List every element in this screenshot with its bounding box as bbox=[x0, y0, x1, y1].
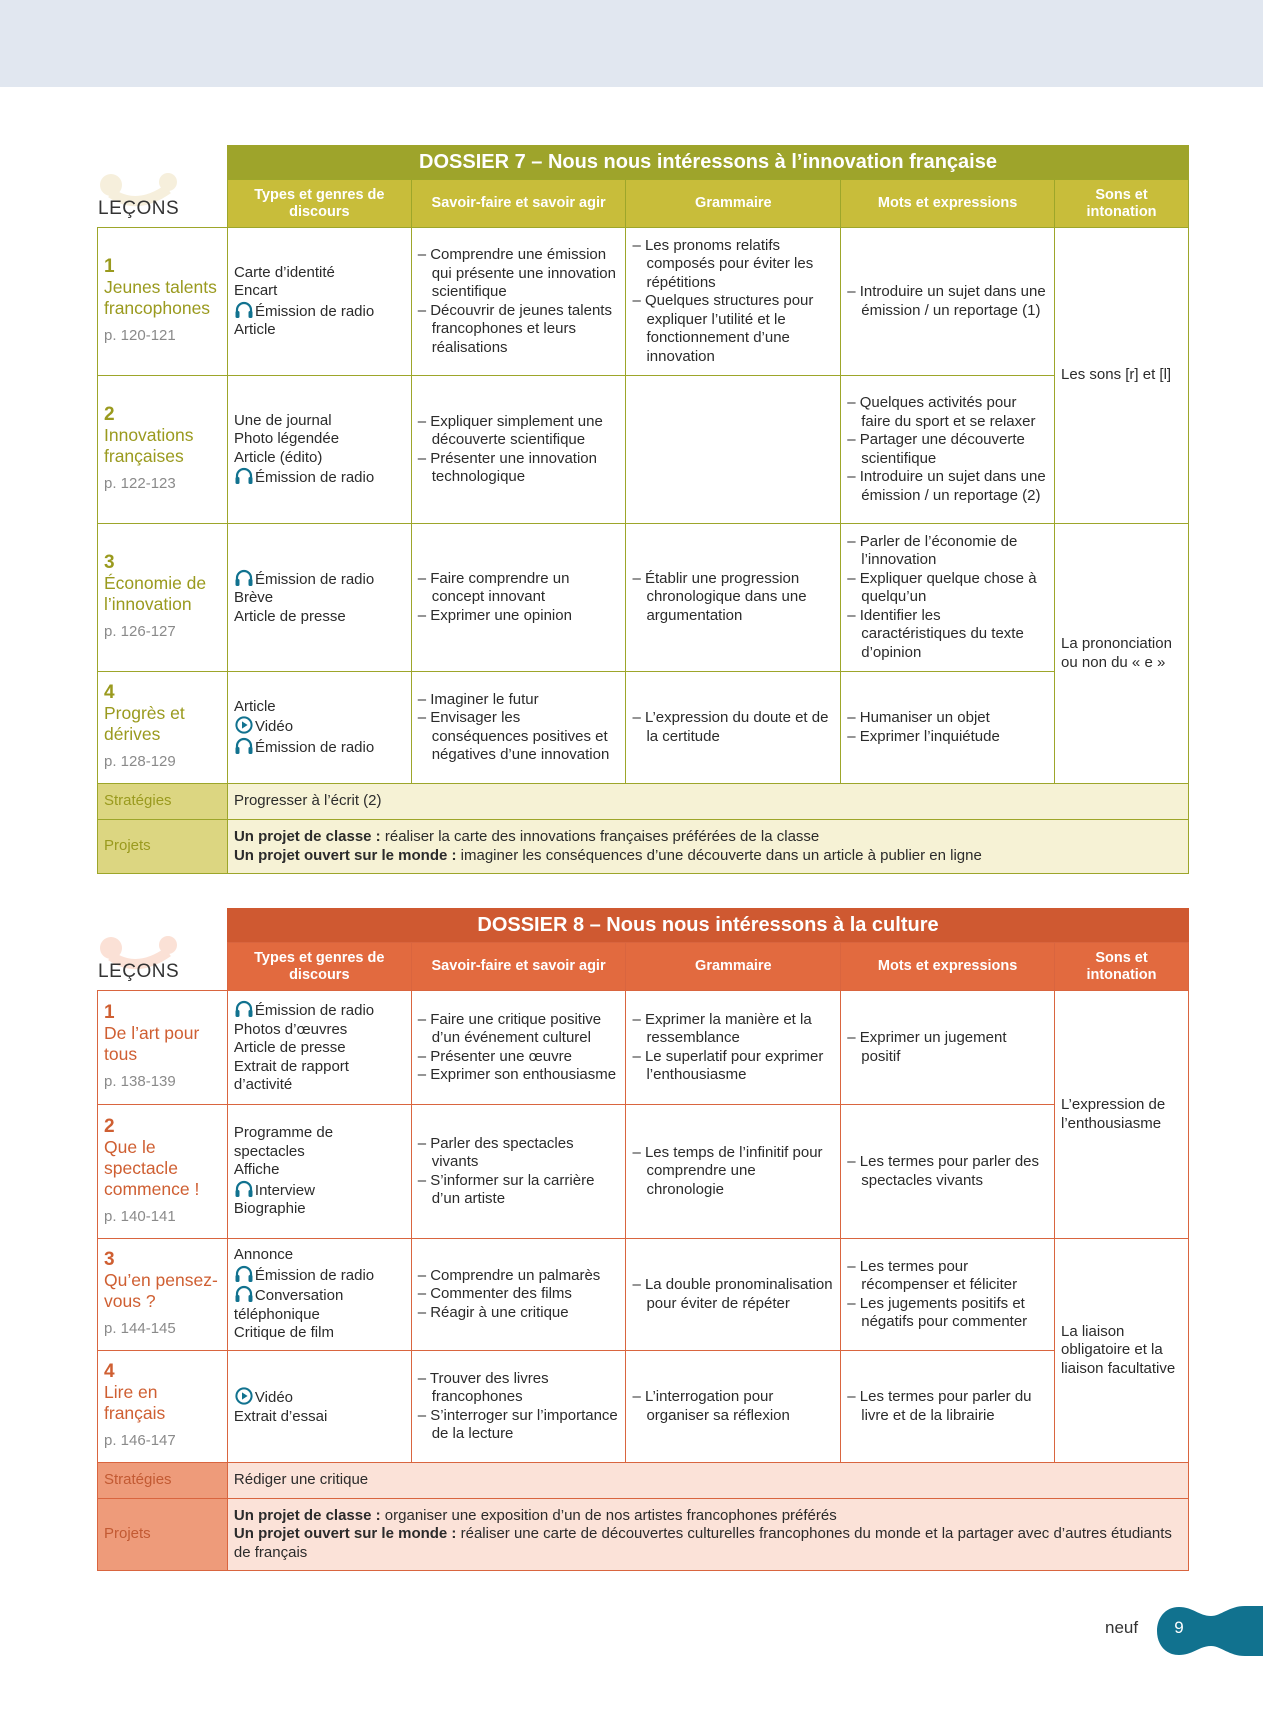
lesson-row bbox=[98, 1351, 1189, 1463]
lecons-label: LEÇONS bbox=[98, 198, 180, 219]
list-item: – L’interrogation pour organiser sa réflexion bbox=[632, 1388, 790, 1424]
strategies-row bbox=[98, 784, 1189, 820]
list-item: – Découvrir de jeunes talents francophones et leurs réalisations bbox=[417, 301, 612, 356]
discourse-type bbox=[234, 1161, 405, 1180]
list-item: – Les termes pour parler du livre et de la librairie bbox=[847, 1388, 1032, 1424]
list-item: – Exprimer son enthousiasme bbox=[417, 1066, 617, 1083]
lesson-pages: p. 120-121 bbox=[104, 327, 176, 345]
list-item: – Expliquer simplement une découverte scientifique bbox=[417, 412, 603, 448]
list-item: – Identifier les caractéristiques du texte d’opinion bbox=[847, 606, 1024, 661]
types-cell bbox=[227, 376, 411, 524]
mots-cell bbox=[841, 1239, 1055, 1351]
discourse-type-label: Carte d’identité bbox=[233, 263, 335, 281]
discourse-type bbox=[234, 467, 405, 488]
types-cell bbox=[227, 228, 411, 376]
lesson-number: 1 bbox=[104, 1002, 115, 1024]
discourse-type-label: Vidéo bbox=[254, 718, 294, 736]
discourse-type-label: Article de presse bbox=[233, 1039, 346, 1057]
list-item: – Envisager les conséquences positives et négatives d’une innovation bbox=[417, 709, 610, 763]
strategies-label: Stratégies bbox=[98, 784, 228, 820]
discourse-type-label: Extrait de rapport d’activité bbox=[233, 1057, 349, 1094]
program-table bbox=[97, 942, 1189, 1571]
mots-cell bbox=[841, 228, 1055, 376]
lesson-number: 4 bbox=[104, 682, 115, 704]
video-icon bbox=[234, 1387, 254, 1405]
list-item: – Comprendre un palmarès bbox=[417, 1266, 601, 1284]
projets-cell bbox=[227, 1499, 1188, 1571]
discourse-type-label: Photos d’œuvres bbox=[233, 1020, 348, 1038]
projet-classe-text: organiser une exposition d’un de nos artistes francophones préférés bbox=[380, 1506, 837, 1524]
list-item: – Réagir à une critique bbox=[417, 1303, 569, 1321]
lesson-pages: p. 140-141 bbox=[104, 1207, 176, 1225]
sons-cell: La liaison obligatoire et la liaison facultative bbox=[1055, 1239, 1189, 1463]
projets-row bbox=[98, 1499, 1189, 1571]
projets-cell bbox=[227, 820, 1188, 874]
header-savoir: Savoir-faire et savoir agir bbox=[411, 943, 626, 991]
lesson-title: Lire en français bbox=[104, 1382, 166, 1424]
list-item: – Le superlatif pour exprimer l’enthousiasme bbox=[632, 1047, 824, 1083]
list-item: – Introduire un sujet dans une émission / un reportage (1) bbox=[847, 283, 1046, 319]
discourse-type-label: Conversation téléphonique bbox=[233, 1287, 344, 1323]
savoir-cell bbox=[411, 376, 626, 524]
grammaire-cell bbox=[626, 1105, 841, 1239]
discourse-type-label: Brève bbox=[233, 589, 274, 607]
list-item: – Trouver des livres francophones bbox=[417, 1369, 549, 1405]
header-corner bbox=[98, 943, 228, 991]
discourse-type bbox=[234, 1246, 405, 1265]
discourse-type-label: Émission de radio bbox=[254, 302, 375, 320]
headphones-icon bbox=[234, 1285, 254, 1303]
discourse-type-label: Émission de radio bbox=[254, 570, 375, 588]
discourse-type-label: Article de presse bbox=[233, 607, 346, 625]
discourse-type-label: Critique de film bbox=[233, 1324, 334, 1342]
headphones-icon bbox=[234, 1265, 254, 1283]
discourse-type bbox=[234, 321, 405, 340]
discourse-type bbox=[234, 608, 405, 627]
projet-monde-label: Un projet ouvert sur le monde : bbox=[233, 846, 457, 864]
discourse-type bbox=[234, 412, 405, 431]
lesson-pages: p. 128-129 bbox=[104, 753, 176, 771]
discourse-type bbox=[234, 1058, 405, 1095]
projets-label: Projets bbox=[98, 820, 228, 874]
types-cell bbox=[227, 1351, 411, 1463]
discourse-type-label: Émission de radio bbox=[254, 469, 375, 486]
headphones-icon bbox=[234, 1180, 254, 1198]
headphones-icon bbox=[234, 737, 254, 755]
discourse-type bbox=[234, 1324, 405, 1343]
list-item: – Humaniser un objet bbox=[847, 709, 990, 726]
discourse-type bbox=[234, 1000, 405, 1021]
list-item: – La double pronominalisation pour éviter de répéter bbox=[632, 1276, 833, 1312]
lesson-title: Progrès et dérives bbox=[104, 703, 185, 745]
lesson-pages: p. 146-147 bbox=[104, 1432, 176, 1450]
lesson-row bbox=[98, 524, 1189, 672]
lesson-cell bbox=[98, 991, 228, 1105]
list-item: – Faire une critique positive d’un événement culturel bbox=[417, 1010, 602, 1046]
list-item: – Quelques activités pour faire du sport et se relaxer bbox=[847, 394, 1036, 430]
list-item: – L’expression du doute et de la certitude bbox=[632, 709, 829, 745]
lesson-title: Que le spectacle commence ! bbox=[104, 1136, 200, 1199]
lesson-cell bbox=[98, 228, 228, 376]
projets-label: Projets bbox=[98, 1499, 228, 1571]
savoir-cell bbox=[411, 1351, 626, 1463]
lesson-title: Jeunes talents francophones bbox=[104, 277, 217, 319]
list-item: – Les termes pour parler des spectacles vivants bbox=[847, 1153, 1040, 1189]
discourse-type-label: Une de journal bbox=[233, 411, 332, 429]
discourse-type bbox=[234, 1285, 405, 1324]
savoir-cell bbox=[411, 524, 626, 672]
mots-cell bbox=[841, 524, 1055, 672]
mots-cell bbox=[841, 672, 1055, 784]
header-row bbox=[98, 943, 1189, 991]
video-icon bbox=[234, 716, 254, 734]
lesson-pages: p. 144-145 bbox=[104, 1320, 176, 1338]
lesson-pages: p. 126-127 bbox=[104, 623, 176, 641]
types-cell bbox=[227, 524, 411, 672]
discourse-type bbox=[234, 698, 405, 717]
strategies-row bbox=[98, 1463, 1189, 1499]
discourse-type-label: Affiche bbox=[233, 1161, 280, 1179]
mots-cell bbox=[841, 1351, 1055, 1463]
lesson-row bbox=[98, 376, 1189, 524]
lecons-label: LEÇONS bbox=[98, 961, 180, 982]
header-sons: Sons et intonation bbox=[1055, 943, 1189, 991]
discourse-type-label: Article bbox=[233, 697, 276, 715]
discourse-type-label: Article bbox=[233, 321, 276, 338]
discourse-type-label: Annonce bbox=[233, 1246, 294, 1264]
list-item: – Les temps de l’infinitif pour comprendre une chronologie bbox=[632, 1143, 823, 1198]
list-item: – Quelques structures pour expliquer l’utilité et le fonctionnement d’une innovation bbox=[632, 292, 814, 365]
list-item: – Les termes pour récompenser et féliciter bbox=[847, 1257, 1018, 1293]
types-cell bbox=[227, 1239, 411, 1351]
lesson-cell bbox=[98, 1239, 228, 1351]
lesson-number: 4 bbox=[104, 1361, 115, 1383]
list-item: – Commenter des films bbox=[417, 1285, 572, 1303]
list-item: – Comprendre une émission qui présente une innovation scientifique bbox=[417, 246, 616, 300]
discourse-type-label: Émission de radio bbox=[254, 738, 375, 756]
list-item: – Parler des spectacles vivants bbox=[417, 1134, 574, 1170]
dossier-title: DOSSIER 8 – Nous nous intéressons à la culture bbox=[227, 908, 1189, 942]
discourse-type bbox=[234, 282, 405, 301]
headphones-icon bbox=[234, 569, 254, 587]
lesson-row bbox=[98, 991, 1189, 1105]
lesson-number: 3 bbox=[104, 552, 115, 574]
discourse-type bbox=[234, 264, 405, 283]
lesson-cell bbox=[98, 376, 228, 524]
lesson-cell bbox=[98, 524, 228, 672]
list-item: – S’informer sur la carrière d’un artiste bbox=[417, 1171, 595, 1207]
types-cell bbox=[227, 672, 411, 784]
headphones-icon bbox=[234, 1000, 254, 1018]
list-item: – Parler de l’économie de l’innovation bbox=[847, 532, 1018, 569]
header-types: Types et genres de discours bbox=[227, 943, 411, 991]
lesson-row bbox=[98, 1239, 1189, 1351]
projet-monde bbox=[234, 1525, 1182, 1562]
discourse-type bbox=[234, 1200, 405, 1219]
header-mots: Mots et expressions bbox=[841, 943, 1055, 991]
list-item: – Introduire un sujet dans une émission / un reportage (2) bbox=[847, 468, 1046, 504]
sons-cell: L’expression de l’enthousiasme bbox=[1055, 991, 1189, 1239]
list-item: – Les jugements positifs et négatifs pour commenter bbox=[847, 1294, 1028, 1330]
lesson-row bbox=[98, 672, 1189, 784]
discourse-type bbox=[234, 1387, 405, 1408]
list-item: – Présenter une œuvre bbox=[417, 1047, 572, 1065]
grammaire-cell bbox=[626, 376, 841, 524]
lesson-cell bbox=[98, 1351, 228, 1463]
grammaire-cell bbox=[626, 672, 841, 784]
projet-classe bbox=[234, 1507, 1182, 1526]
savoir-cell bbox=[411, 672, 626, 784]
lesson-number: 2 bbox=[104, 404, 115, 426]
lesson-number: 1 bbox=[104, 256, 115, 278]
lesson-title: De l’art pour tous bbox=[104, 1023, 200, 1065]
sons-cell: Les sons [r] et [l] bbox=[1055, 228, 1189, 524]
discourse-type bbox=[234, 1021, 405, 1040]
strategies-text: Rédiger une critique bbox=[227, 1463, 1188, 1499]
lesson-title: Qu’en pensez-vous ? bbox=[104, 1270, 218, 1312]
list-item: – Expliquer quelque chose à quelqu’un bbox=[847, 569, 1037, 606]
discourse-type-label: Extrait d’essai bbox=[233, 1407, 328, 1425]
headphones-icon bbox=[234, 467, 254, 485]
lesson-row bbox=[98, 1105, 1189, 1239]
header-grammaire: Grammaire bbox=[626, 180, 841, 228]
projet-monde-label: Un projet ouvert sur le monde : bbox=[233, 1525, 457, 1543]
page-number: 9 bbox=[1174, 1618, 1184, 1637]
lesson-title: Économie de l’innovation bbox=[104, 573, 207, 615]
list-item: – Les pronoms relatifs composés pour éviter les répétitions bbox=[632, 236, 814, 291]
header-mots: Mots et expressions bbox=[841, 180, 1055, 228]
sons-cell: La prononciation ou non du « e » bbox=[1055, 524, 1189, 784]
lesson-cell bbox=[98, 672, 228, 784]
discourse-type bbox=[234, 716, 405, 737]
discourse-type bbox=[234, 430, 405, 449]
discourse-type-label: Biographie bbox=[233, 1200, 306, 1218]
lesson-cell bbox=[98, 1105, 228, 1239]
dossier-title: DOSSIER 7 – Nous nous intéressons à l’innovation française bbox=[227, 145, 1189, 179]
grammaire-cell bbox=[626, 1351, 841, 1463]
grammaire-cell bbox=[626, 1239, 841, 1351]
discourse-type-label: Vidéo bbox=[254, 1389, 293, 1406]
top-band bbox=[0, 0, 1263, 87]
projet-monde-text: réaliser une carte de découvertes culturelles francophones du monde et la partager avec d’autres étudiants de français bbox=[233, 1525, 1172, 1561]
grammaire-cell bbox=[626, 524, 841, 672]
header-sons: Sons et intonation bbox=[1055, 180, 1189, 228]
projet-classe-text: réaliser la carte des innovations françaises préférées de la classe bbox=[380, 828, 820, 845]
discourse-type-label: Émission de radio bbox=[254, 1002, 375, 1020]
projet-classe bbox=[234, 828, 1182, 847]
grammaire-cell bbox=[626, 228, 841, 376]
savoir-cell bbox=[411, 991, 626, 1105]
discourse-type bbox=[234, 1039, 405, 1058]
discourse-type bbox=[234, 1408, 405, 1427]
page-word: neuf bbox=[1105, 1618, 1139, 1637]
header-grammaire: Grammaire bbox=[626, 943, 841, 991]
savoir-cell bbox=[411, 1239, 626, 1351]
lesson-pages: p. 138-139 bbox=[104, 1073, 176, 1091]
discourse-type-label: Programme de spectacles bbox=[233, 1124, 334, 1160]
discourse-type bbox=[234, 737, 405, 758]
mots-cell bbox=[841, 376, 1055, 524]
discourse-type bbox=[234, 301, 405, 322]
strategies-text: Progresser à l’écrit (2) bbox=[227, 784, 1188, 820]
savoir-cell bbox=[411, 1105, 626, 1239]
lesson-title: Innovations françaises bbox=[104, 425, 194, 467]
mots-cell bbox=[841, 1105, 1055, 1239]
header-types: Types et genres de discours bbox=[227, 180, 411, 228]
program-table bbox=[97, 179, 1189, 874]
discourse-type bbox=[234, 569, 405, 590]
lesson-number: 2 bbox=[104, 1115, 115, 1137]
header-row bbox=[98, 180, 1189, 228]
strategies-label: Stratégies bbox=[98, 1463, 228, 1499]
header-savoir: Savoir-faire et savoir agir bbox=[411, 180, 626, 228]
list-item: – Exprimer une opinion bbox=[417, 606, 572, 624]
list-item: – Établir une progression chronologique dans une argumentation bbox=[632, 569, 807, 624]
savoir-cell bbox=[411, 228, 626, 376]
header-corner bbox=[98, 180, 228, 228]
lesson-row bbox=[98, 228, 1189, 376]
list-item: – Exprimer l’inquiétude bbox=[847, 727, 1000, 745]
list-item: – S’interroger sur l’importance de la lecture bbox=[417, 1406, 618, 1442]
discourse-type bbox=[234, 1265, 405, 1286]
discourse-type-label: Photo légendée bbox=[233, 430, 340, 447]
list-item: – Partager une découverte scientifique bbox=[847, 431, 1025, 467]
discourse-type-label: Interview bbox=[254, 1181, 315, 1199]
list-item: – Présenter une innovation technologique bbox=[417, 449, 597, 485]
discourse-type-label: Encart bbox=[233, 282, 278, 299]
discourse-type bbox=[234, 1180, 405, 1201]
lesson-pages: p. 122-123 bbox=[104, 475, 176, 493]
discourse-type bbox=[234, 1124, 405, 1161]
projet-monde bbox=[234, 847, 1182, 866]
discourse-type-label: Article (édito) bbox=[233, 448, 323, 466]
list-item: – Exprimer la manière et la ressemblance bbox=[632, 1010, 812, 1046]
projet-monde-text: imaginer les conséquences d’une découverte dans un article à publier en ligne bbox=[456, 846, 982, 864]
types-cell bbox=[227, 991, 411, 1105]
list-item: – Faire comprendre un concept innovant bbox=[417, 569, 570, 606]
mots-cell bbox=[841, 991, 1055, 1105]
projet-classe-label: Un projet de classe : bbox=[233, 1506, 381, 1524]
projets-row bbox=[98, 820, 1189, 874]
list-item: – Exprimer un jugement positif bbox=[847, 1029, 1007, 1065]
headphones-icon bbox=[234, 301, 254, 319]
discourse-type-label: Émission de radio bbox=[254, 1266, 375, 1284]
projet-classe-label: Un projet de classe : bbox=[233, 828, 381, 845]
list-item: – Imaginer le futur bbox=[417, 690, 539, 708]
lesson-number: 3 bbox=[104, 1249, 115, 1271]
discourse-type bbox=[234, 589, 405, 608]
types-cell bbox=[227, 1105, 411, 1239]
discourse-type bbox=[234, 449, 405, 468]
grammaire-cell bbox=[626, 991, 841, 1105]
